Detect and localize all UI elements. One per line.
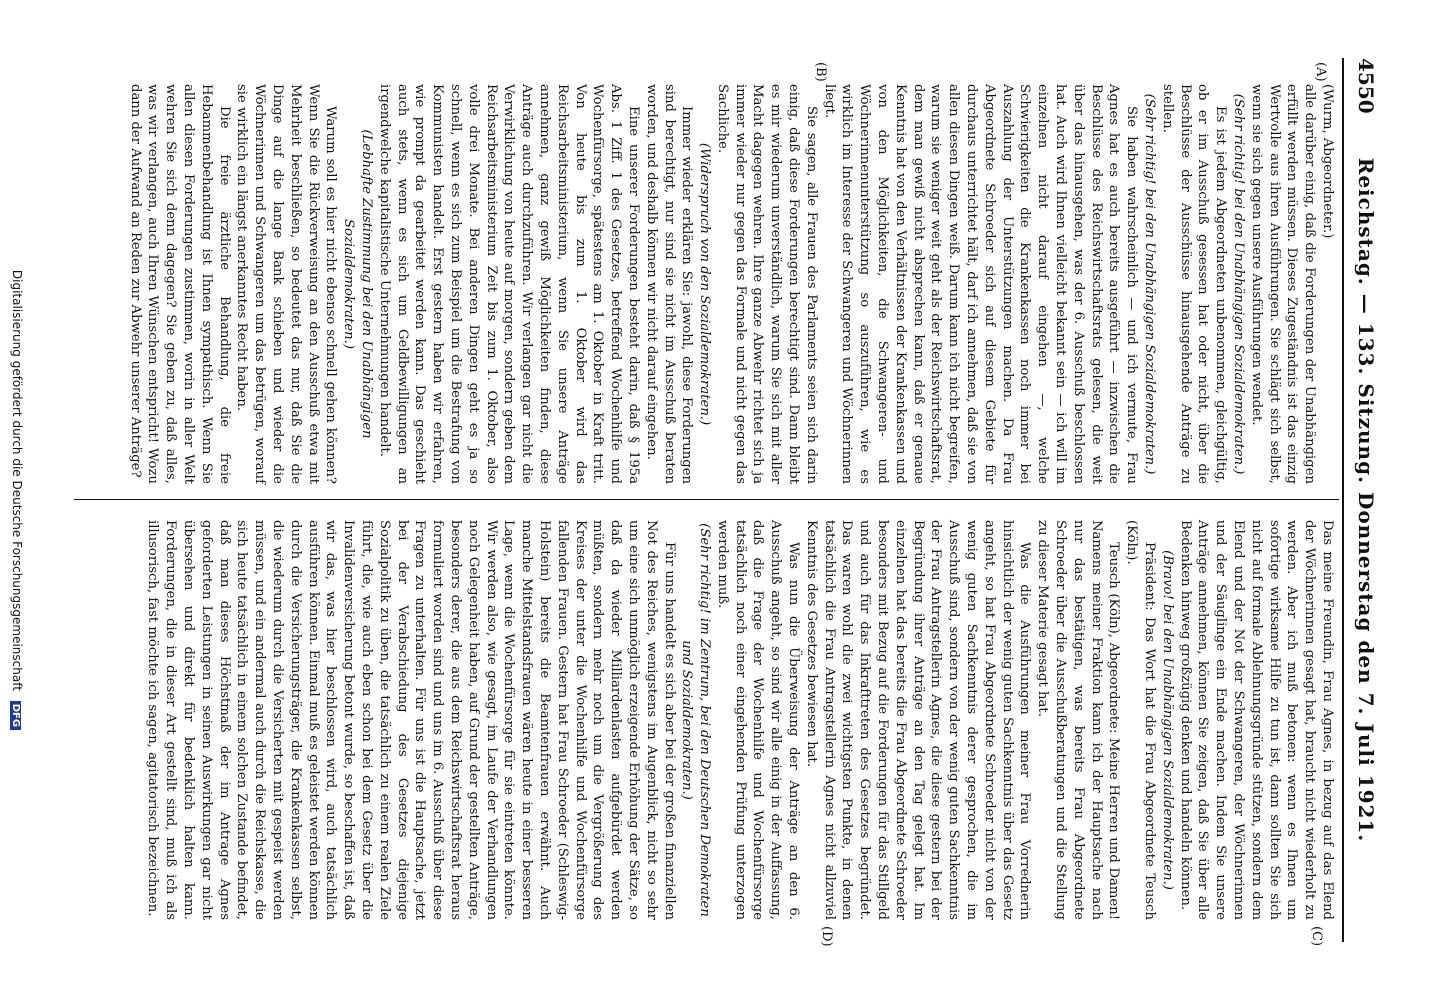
- margin-letter-b: (B): [813, 62, 828, 82]
- stage-direction: (Sehr richtig! bei den Unabhängigen Sozialdemokraten.): [1231, 93, 1247, 475]
- right-column: [144, 520, 1336, 920]
- paragraph: Warum soll es hier nicht ebenso schnell gehen können? Wenn Sie die Rückverweisung an den Ausschuß etwa mit Mehrheit beschließen, so bedeutet das nur, daß Sie die Dinge auf die lange Bank schieben und wieder die Wöchnerinnen und Schwangeren um das betrügen, worauf sie wirklich ein längst anerkanntes Recht haben.: [234, 84, 339, 484]
- digitization-text: Digitalisierung gefördert durch die Deutsche Forschungsgemeinschaft: [10, 269, 24, 691]
- paragraph: (Wurm, Abgeordneter.): [1320, 84, 1335, 239]
- stage-direction: (Sehr richtig! im Zentrum, bei den Deutschen Demokraten und Sozialdemokraten.): [679, 523, 713, 917]
- paragraph: Teusch (Köln), Abgeordnete: Meine Herren und Damen! Namens meiner Fraktion kann ich der Hauptsache nach nur das bestätigen, was bereits Frau Abgeordnete Schroeder über die Ausschußberatungen und die Stellung zu dieser Materie gesagt hat.: [1035, 520, 1122, 920]
- paragraph: Sie haben wahrscheinlich — und ich vermute, Frau Agnes hat es auch bereits ausgeführt — inzwischen die Beschlüsse des Reichswirtschaftsrats gelesen, die weit über das hinausgehen, was der 6. Ausschuß beschlossen hat. Auch wird Ihnen vielleicht bekannt sein — ich will im einzelnen nicht darauf eingehen —, welche Schwierigkeiten die Krankenkassen noch immer bei Auszahlung der Unterstützungen machen. Da Frau Abgeordnete Schroeder sich auf diesem Gebiete für durchaus unterrichtet hält, darf ich annehmen, daß sie von allen diesen Dingen weiß. Darum kann ich nicht begreifen, warum sie weniger weit geht als der Reichswirtschaftsrat, dem man gewiß nicht absprechen kann, daß er genaue Kenntnis hat von den Verhältnissen der Krankenkassen und von den Möglichkeiten, die Schwangeren- und Wöchnerinnenunterstützung so auszuführen, wie es wirklich im Interesse der Schwangeren und Wöchnerinnen liegt.: [821, 84, 1140, 484]
- paragraph: alle darüber einig, daß die Forderungen der Unabhängigen erfüllt werden müssen. Dieses Zugeständnis ist das einzig Wertvolle aus ihren Ausführungen. Sie schlägt sich selbst, wenn sie sich gegen unsere Ausführungen wendet.: [1248, 84, 1318, 484]
- paragraph: Was die Ausführungen meiner Frau Vorrednerin hinsichtlich der wenig guten Sachkenntnis über das Gesetz angeht, so hat Frau Abgeordnete Schroeder nicht von der wenig guten Sachkenntnis derer gesprochen, die im Ausschuß sind, sondern von der wenig guten Sachkenntnis der Frau Antragstellerin Agnes, die diese gestern bei der Begründung ihrer Anträge an den Tag gelegt hat. Im einzelnen hat das bereits die Frau Abgeordnete Schroeder besonders mit Bezug auf die Forderungen für das Stillgeld und auch für das Inkrafttreten des Gesetzes begründet. Das waren wohl die zwei wichtigsten Punkte, in denen tatsächlich die Frau Antragstellerin Agnes nicht allzuviel Kenntnis des Gesetzes bewiesen hat.: [803, 520, 1033, 920]
- digitization-note: [6, 0, 24, 1000]
- paragraph: Sie sagen, alle Frauen des Parlaments seien sich darin einig, daß diese Forderungen berechtigt sind. Dann bleibt es mir wiederum unverständlich, warum Sie sich mit aller Macht dagegen wehren. Ihre ganze Abwehr richtet sich ja immer wieder nur gegen das Formale und nicht gegen das Sachliche.: [714, 84, 819, 484]
- paragraph: Das meine Freundin, Frau Agnes, in bezug auf das Elend der Wöchnerinnen gesagt hat, braucht nicht wiederholt zu werden. Aber ich muß betonen: wenn es Ihnen um sofortige wirksame Hilfe zu tun ist, dann sollten Sie sich nicht auf formale Ablehnungsgründe stützen, sondern dem Elend und der Not der Schwangeren, der Wöchnerinnen und der Säuglinge ein Ende machen. Indem Sie unsere Anträge annehmen, können Sie zeigen, daß Sie über alle Bedenken hinweg großzügig denken und handeln können.: [1177, 520, 1335, 920]
- margin-letter-d: (D): [819, 926, 834, 947]
- dfg-logo: DFG: [10, 701, 21, 730]
- margin-letter-a: (A): [1313, 62, 1328, 82]
- left-column: [126, 84, 1336, 484]
- stage-direction: (Sehr richtig! bei den Unabhängigen Sozialdemokraten.): [1142, 93, 1158, 475]
- paragraph: Die freie ärztliche Behandlung, die freie Hebammenbehandlung ist Ihnen sympathisch. Wenn Sie allen diesen Forderungen zustimmen, worin in aller Welt wehren Sie sich denn dagegen? Sie geben zu, daß alles, was wir verlangen, auch Ihren Wünschen entspricht! Wozu dann der Aufwand an Reden zur Abwehr unserer Anträge?: [127, 84, 232, 484]
- paragraph: Was nun die Überweisung der Anträge an den 6. Ausschuß angeht, so sind wir alle einig in der Auffassung, daß die Frage der Wochenhilfe und Wochenfürsorge tatsächlich noch einer eingehenden Prüfung unterzogen werden muß.: [714, 520, 802, 920]
- paragraph: Präsident: Das Wort hat die Frau Abgeordnete Teusch (Köln).: [1124, 520, 1158, 920]
- page-header: [1342, 58, 1384, 942]
- column-divider: [74, 499, 1339, 500]
- stage-direction: (Lebhafte Zustimmung bei den Unabhängigen Sozialdemokraten.): [341, 129, 374, 439]
- paragraph: Eine unserer Forderungen besteht darin, daß § 195a Abs. 1 Ziff. 1 des Gesetzes, betreffend Wochenhilfe und Wochenfürsorge, spätestens am 1. Oktober in Kraft tritt. Von heute bis zum 1. Oktober wird das Reichsarbeitsministerium, wenn Sie unsere Anträge annehmen, ganz gewiß Möglichkeiten finden, diese Anträge auch durchzuführen. Wir verlangen gar nicht die Verwirklichung von heute auf morgen, sondern geben dem Reichsarbeitsministerium Zeit bis zum 1. Oktober, also volle drei Monate. Bei anderen Dingen geht es ja so schnell, wenn es sich zum Beispiel um die Bestrafung von Kommunisten handelt. Erst gestern haben wir erfahren, wie prompt da gearbeitet werden kann. Das geschieht auch stets, wenn es sich um Geldbewilligungen an irgendwelche kapitalistische Unternehmungen handelt.: [376, 84, 641, 484]
- paragraph: Immer wieder erklären Sie: jawohl, diese Forderungen sind berechtigt, nur sind sie nicht im Ausschuß beraten worden, und deshalb können wir nicht darauf eingehen.: [643, 84, 695, 484]
- stage-direction: (Bravo! bei den Unabhängigen Sozialdemokraten.): [1159, 550, 1175, 890]
- paragraph: Es ist jedem Abgeordneten unbenommen, gleichgültig, ob er im Ausschuß gesessen hat oder nicht, über die Beschlüsse der Ausschüsse hinausgehende Anträge zu stellen.: [1159, 84, 1229, 484]
- stage-direction: (Widerspruch von den Sozialdemokraten.): [697, 142, 713, 426]
- page-number: 4550: [1354, 58, 1378, 114]
- paragraph: Für uns handelt es sich aber bei der großen finanziellen Not des Reiches, wenigstens im Augenblick, nicht so sehr um eine sich unmöglich erzeigende Erhöhung der Sätze, so daß da wieder Milliardenlasten aufgebürdet werden müßten, sondern mehr noch um die Vergrößerung des Kreises der unter die Wochenhilfe und Wochenfürsorge fallenden Frauen. Gestern hat Frau Schroeder (Schleswig-Holstein) bereits die Beamtenfrauen erwähnt. Auch manche Mittelstandsfrauen wären heute in einer besseren Lage, wenn die Wochenfürsorge für sie eintreten könnte. Wir werden also, wie gesagt, im Laufe der Verhandlungen noch Gelegenheit haben, auf Grund der gestellten Anträge, besonders derer, die aus dem Reichswirtschaftsrat heraus formuliert worden sind und uns im 6. Ausschuß über diese Fragen zu unterhalten. Für uns ist die Hauptsache, jetzt bei der Verabschiedung des Gesetzes diejenige Sozialpolitik zu üben, die tatsächlich zu einem realen Ziele führt, die, wie auch eben schon bei dem Gesetz über die Invalidenversicherung betont wurde, so beschaffen ist, daß wir das, was hier beschlossen wird, auch tatsächlich ausführen können. Einmal muß es geleistet werden können durch die Versicherungsträger, die Krankenkassen selbst, die wiederum durch die Versicherten mit gespeist werden müssen, und ein andermal auch durch die Reichskasse, die sich heute tatsächlich in einem solchen Zustande befindet, daß man dieses Höchstmaß der im Antrage Agnes geforderten Leistungen in seinen Auswirkungen gar nicht übersehen und direkt für bedenklich halten kann. Forderungen, die in dieser Art gestellt sind, muß ich als illusorisch, fast möchte ich sagen, agitatorisch bezeichnen.: [145, 520, 677, 920]
- page-title: Reichstag. — 133. Sitzung. Donnerstag den 7. Juli 1921.: [1354, 157, 1378, 843]
- margin-letter-c: (C): [1309, 926, 1324, 947]
